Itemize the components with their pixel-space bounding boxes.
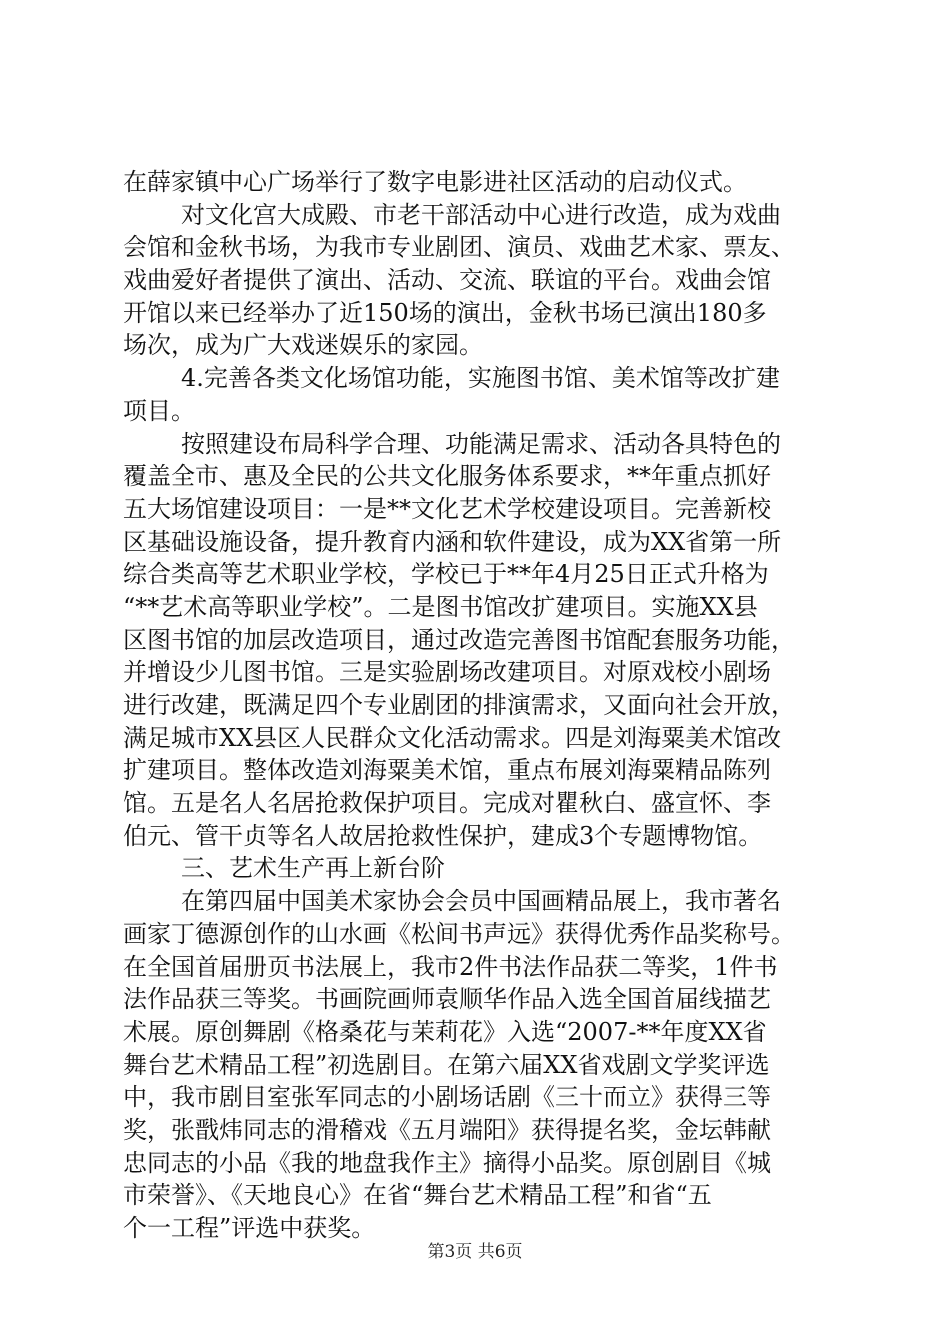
text-line: 进行改建，既满足四个专业剧团的排演需求，又面向社会开放， [123, 691, 795, 719]
text-line: 并增设少儿图书馆。三是实验剧场改建项目。对原戏校小剧场 [123, 658, 771, 687]
text-line: 舞台艺术精品工程”初选剧目。在第六届XX省戏剧文学奖评选 [123, 1050, 770, 1079]
text-line: “**艺术高等职业学校”。二是图书馆改扩建项目。实施XX县 [123, 592, 758, 621]
text-line: 开馆以来已经举办了近150场的演出，金秋书场已演出180多 [123, 298, 767, 327]
text-line: 综合类高等艺术职业学校，学校已于**年4月25日正式升格为 [123, 560, 769, 589]
text-line: 区图书馆的加层改造项目，通过改造完善图书馆配套服务功能， [123, 625, 795, 654]
text-line: 五大场馆建设项目：一是**文化艺术学校建设项目。完善新校 [123, 494, 771, 523]
text-line: 法作品获三等奖。书画院画师袁顺华作品入选全国首届线描艺 [123, 985, 771, 1014]
text-line: 忠同志的小品《我的地盘我作主》摘得小品奖。原创剧目《城 [123, 1148, 771, 1177]
body-text [123, 166, 833, 1245]
text-line: 满足城市XX县区人民群众文化活动需求。四是刘海粟美术馆改 [123, 723, 782, 752]
text-line: 在全国首届册页书法展上，我市2件书法作品获二等奖，1件书 [123, 952, 778, 981]
paragraph-start-line: 按照建设布局科学合理、功能满足需求、活动各具特色的 [181, 429, 781, 458]
text-line: 中，我市剧目室张军同志的小剧场话剧《三十而立》获得三等 [123, 1083, 771, 1112]
text-line: 项目。 [123, 396, 195, 425]
text-line: 覆盖全市、惠及全民的公共文化服务体系要求，**年重点抓好 [123, 462, 771, 491]
text-line: 画家丁德源创作的山水画《松间书声远》获得优秀作品奖称号。 [123, 919, 795, 948]
text-line: 伯元、管干贞等名人故居抢救性保护，建成3个专题博物馆。 [123, 821, 763, 850]
paragraph-start-line: 对文化宫大成殿、市老干部活动中心进行改造，成为戏曲 [181, 200, 781, 229]
page-footer: 第3页 共6页 [427, 1242, 523, 1262]
text-line: 会馆和金秋书场，为我市专业剧团、演员、戏曲艺术家、票友、 [123, 233, 795, 262]
text-line: 市荣誉》、《天地良心》在省“舞台艺术精品工程”和省“五 [123, 1181, 712, 1210]
text-line: 场次，成为广大戏迷娱乐的家园。 [123, 331, 483, 360]
text-line: 奖，张戬炜同志的滑稽戏《五月端阳》获得提名奖，金坛韩献 [123, 1115, 771, 1144]
paragraph-start-line: 在第四届中国美术家协会会员中国画精品展上，我市著名 [181, 887, 781, 916]
text-line: 个一工程”评选中获奖。 [123, 1214, 376, 1242]
text-line: 在薛家镇中心广场举行了数字电影进社区活动的启动仪式。 [123, 168, 747, 196]
section-heading-line: 三、艺术生产再上新台阶 [181, 854, 445, 883]
text-line: 戏曲爱好者提供了演出、活动、交流、联谊的平台。戏曲会馆 [123, 266, 771, 295]
text-line: 术展。原创舞剧《格桑花与茉莉花》入选“2007-**年度XX省 [123, 1017, 767, 1046]
text-line: 馆。五是名人名居抢救保护项目。完成对瞿秋白、盛宣怀、李 [123, 789, 771, 818]
section-heading-line: 4.完善各类文化场馆功能，实施图书馆、美术馆等改扩建 [181, 364, 780, 393]
text-line: 区基础设施设备，提升教育内涵和软件建设，成为XX省第一所 [123, 527, 782, 556]
text-line: 扩建项目。整体改造刘海粟美术馆，重点布展刘海粟精品陈列 [123, 756, 771, 785]
